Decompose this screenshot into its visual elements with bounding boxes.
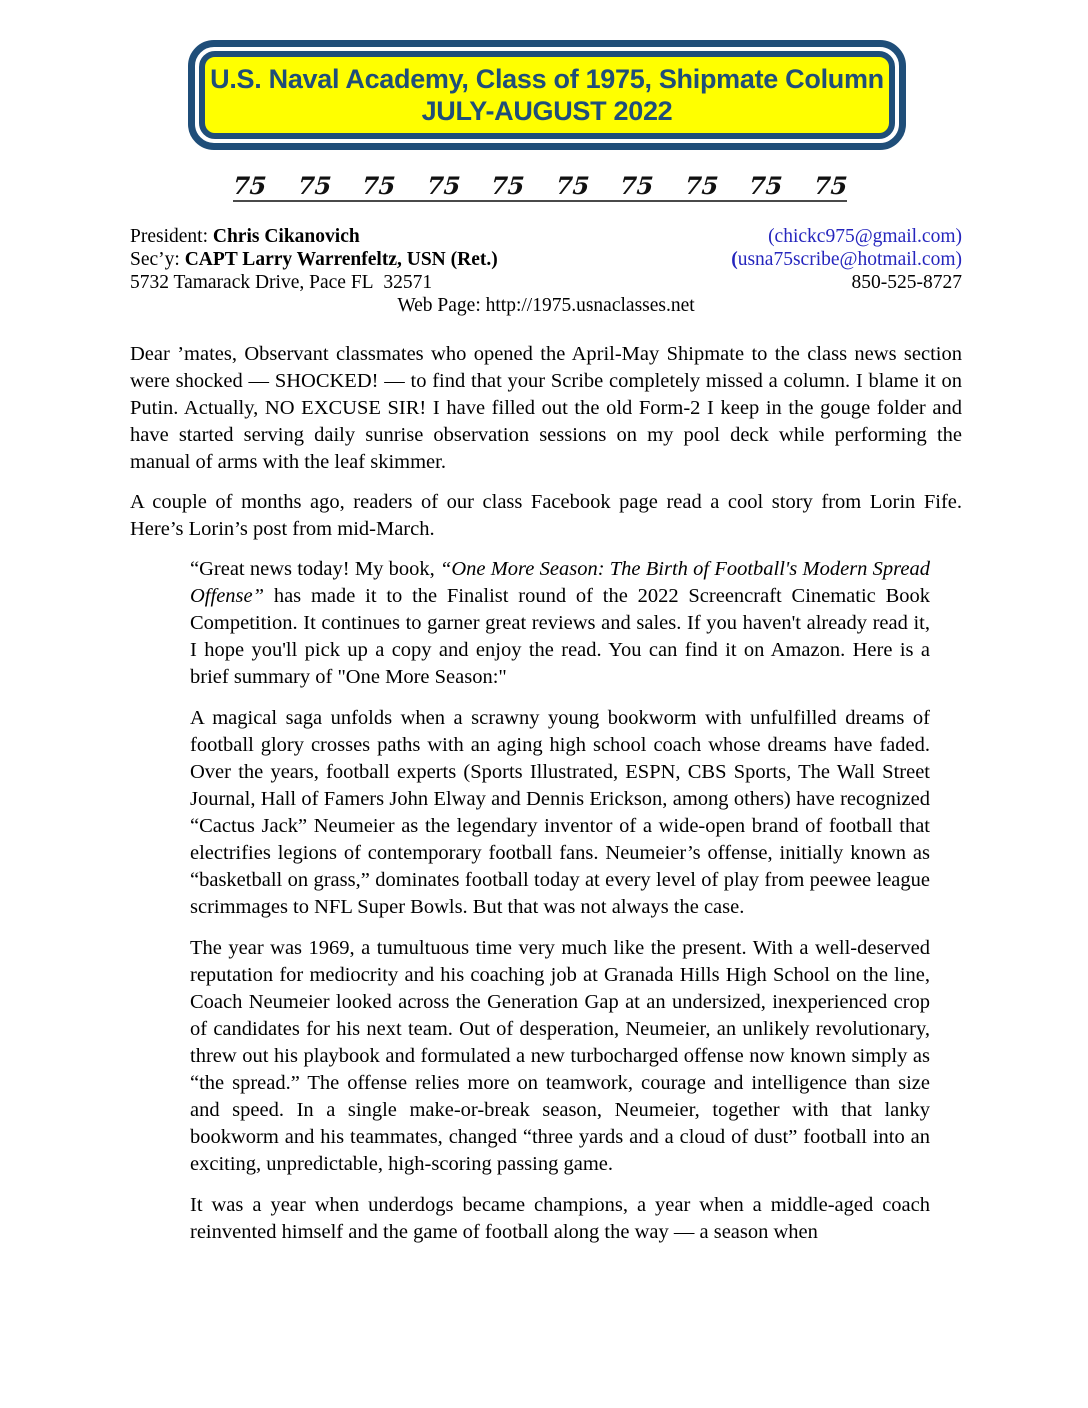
class-number: 75 xyxy=(748,171,784,200)
paragraph-facebook-story: A couple of months ago, readers of our class Facebook page read a cool story from Lorin Fife. Here’s Lorin’s post from mid-March. xyxy=(130,491,962,540)
title-banner xyxy=(199,51,895,139)
president-row xyxy=(130,225,962,248)
class-number: 75 xyxy=(361,171,397,200)
secretary-label: Sec’y: xyxy=(130,249,185,270)
class-number: 75 xyxy=(425,171,461,200)
address: 5732 Tamarack Drive, Pace FL 32571 xyxy=(130,272,433,293)
title-banner-outer-frame xyxy=(188,40,906,150)
quote-paragraph-saga: A magical saga unfolds when a scrawny young bookworm with unfulfilled dreams of football glory crosses paths with an aging high school coach whose dreams have faded. Over the years, football experts (Sports Illustrated, ESPN, CBS Sports, The Wall Street Journal, Hall of Famers John Elway and Dennis Erickson, among others) have recognized “Cactus Jack” Neumeier as the legendary inventor of a wide-open brand of football that electrifies legions of contemporary football fans. Neumeier’s offense, initially known as “basketball on grass,” dominates football today at every level of play from peewee league scrimmages to NFL Super Bowls. But that was not always the case. xyxy=(190,707,930,918)
secretary-email-link[interactable]: (usna75scribe@hotmail.com) xyxy=(731,249,962,270)
class-number: 75 xyxy=(296,171,332,200)
quote-paragraph-1969: The year was 1969, a tumultuous time very much like the present. With a well-deserved reputation for mediocrity and his coaching job at Granada Hills High School on the line, Coach Neumeier looked across the Generation Gap at an undersized, inexperienced crop of candidates for his next team. Out of desperation, Neumeier, an unlikely revolutionary, threw out his playbook and formulated a new turbocharged offense now known simply as “the spread.” The offense relies more on teamwork, courage and intelligence than size and speed. In a single make-or-break season, Neumeier, together with that lanky bookworm and his teammates, changed “three yards and a cloud of dust” football into an exciting, unpredictable, high-scoring passing game. xyxy=(190,937,930,1175)
column-body xyxy=(130,341,962,1246)
class-number: 75 xyxy=(554,171,590,200)
secretary-row xyxy=(130,248,962,271)
book-title: “One More Season: The Birth of Football's Modern Spread Offense” xyxy=(190,558,930,607)
lorin-fife-quote-block xyxy=(130,556,962,1246)
class-number: 75 xyxy=(812,171,848,200)
class-number: 75 xyxy=(490,171,526,200)
president-name: Chris Cikanovich xyxy=(212,226,360,247)
secretary-line xyxy=(130,248,498,271)
quote-paragraph-book-news: “Great news today! My book, “One More Season: The Birth of Football's Modern Spread Offense” has made it to the Finalist round of the 2022 Screencraft Cinematic Book Competition. It continues to garner great reviews and sales. If you haven't already read it, I hope you'll pick up a copy and enjoy the read. You can find it on Amazon. Here is a brief summary of "One More Season:" xyxy=(190,558,930,688)
webpage-line: Web Page: http://1975.usnaclasses.net xyxy=(397,295,695,316)
president-line xyxy=(130,225,360,248)
class-number: 75 xyxy=(232,171,268,200)
paragraph-intro: Dear ’mates, Observant classmates who opened the April-May Shipmate to the class news section were shocked — SHOCKED! — to find that your Scribe completely missed a column. I blame it on Putin. Actually, NO EXCUSE SIR! I have filled out the old Form-2 I keep in the gouge folder and have started serving daily sunrise observation sessions on my pool deck while performing the manual of arms with the leaf skimmer. xyxy=(130,343,962,473)
page-title: U.S. Naval Academy, Class of 1975, Shipmate Column xyxy=(210,64,884,94)
phone-number: 850-525-8727 xyxy=(851,272,962,293)
contact-block xyxy=(130,225,962,317)
president-label: President: xyxy=(130,226,213,247)
page-subtitle: JULY-AUGUST 2022 xyxy=(421,96,673,126)
class-number: 75 xyxy=(683,171,719,200)
quote-paragraph-underdogs: It was a year when underdogs became champions, a year when a middle-aged coach reinvented himself and the game of football along the way — a season when xyxy=(190,1194,930,1243)
class-75-banner xyxy=(232,171,848,202)
address-row xyxy=(130,271,962,294)
president-email-link[interactable]: (chickc975@gmail.com) xyxy=(768,226,962,247)
secretary-name: CAPT Larry Warrenfeltz, USN (Ret.) xyxy=(184,249,498,270)
class-number: 75 xyxy=(619,171,655,200)
